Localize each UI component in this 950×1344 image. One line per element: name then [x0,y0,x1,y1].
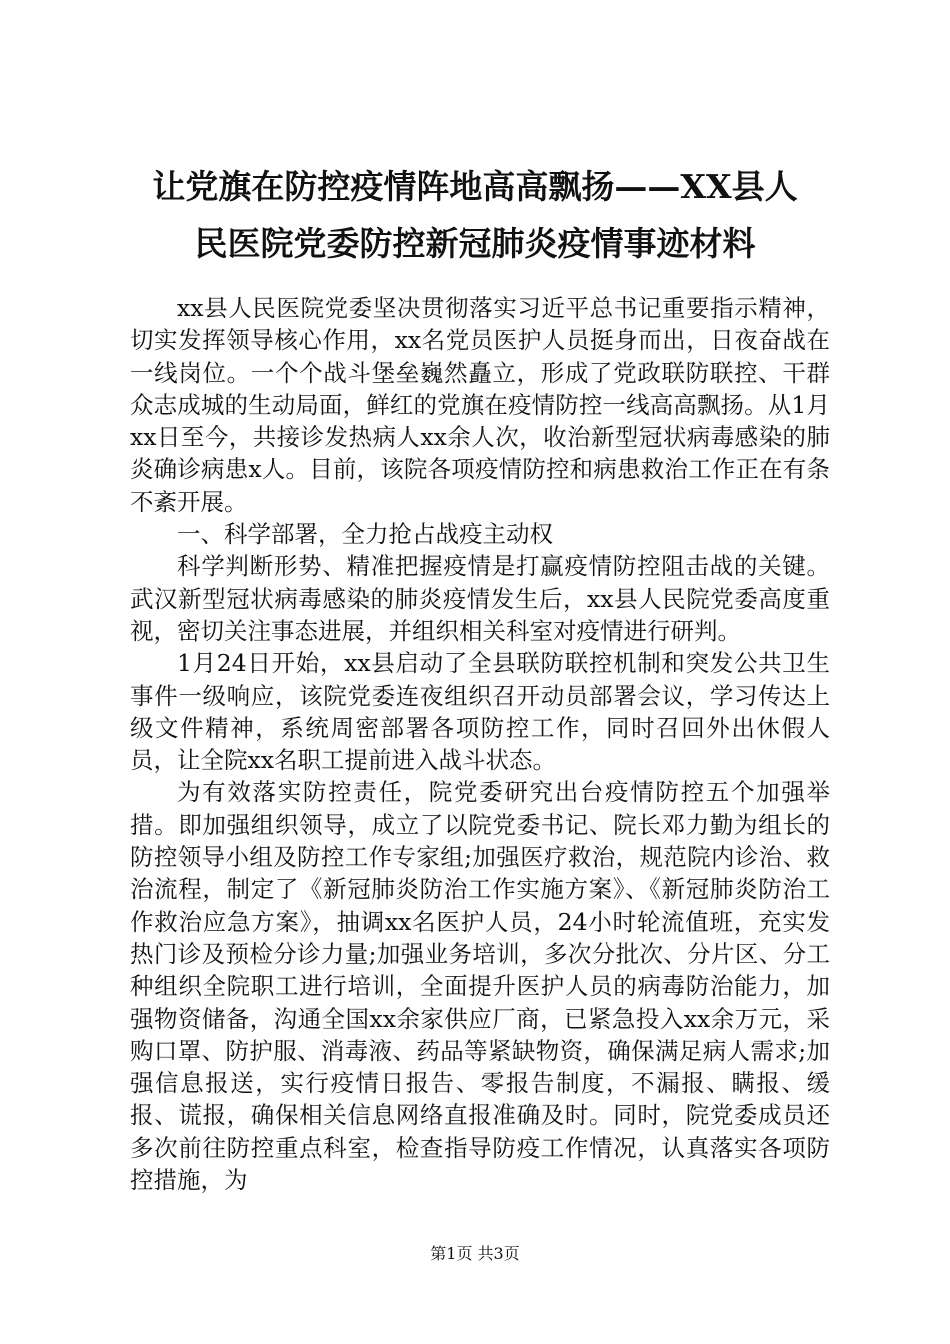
paragraph: 1月24日开始，xx县启动了全县联防联控机制和突发公共卫生事件一级响应，该院党委连夜组织召开动员部署会议，学习传达上级文件精神，系统周密部署各项防控工作，同时召回外出休假人员，让全院xx名职工提前进入战斗状态。 [130,649,830,775]
title-line-2: 民医院党委防控新冠肺炎疫情事迹材料 [194,224,756,263]
page-number: 第1页 共3页 [430,1244,520,1263]
title-line-1: 让党旗在防控疫情阵地高高飘扬——XX县人 [152,167,798,206]
paragraph: 为有效落实防控责任，院党委研究出台疫情防控五个加强举措。即加强组织领导，成立了以院党委书记、院长邓力勤为组长的防控领导小组及防控工作专家组;加强医疗救治，规范院内诊治、救治流程，制定了《新冠肺炎防治工作实施方案》、《新冠肺炎防治工作救治应急方案》，抽调xx名医护人员，24小时轮流值班，充实发热门诊及预检分诊力量;加强业务培训，多次分批次、分片区、分工种组织全院职工进行培训，全面提升医护人员的病毒防治能力，加强物资储备，沟通全国xx余家供应厂商，已紧急投入xx余万元，采购口罩、防护服、消毒液、药品等紧缺物资，确保满足病人需求;加强信息报送，实行疫情日报告、零报告制度，不漏报、瞒报、缓报、谎报，确保相关信息网络直报准确及时。同时，院党委成员还多次前往防控重点科室，检查指导防疫工作情况，认真落实各项防控措施，为 [130,778,830,1195]
paragraph-intro: xx县人民医院党委坚决贯彻落实习近平总书记重要指示精神，切实发挥领导核心作用，xx名党员医护人员挺身而出，日夜奋战在一线岗位。一个个战斗堡垒巍然矗立，形成了党政联防联控、干群众志成城的生动局面，鲜红的党旗在疫情防控一线高高飘扬。从1月xx日至今，共接诊发热病人xx余人次，收治新型冠状病毒感染的肺炎确诊病患x人。目前，该院各项疫情防控和病患救治工作正在有条不紊开展。 [130,294,830,516]
paragraph: 科学判断形势、精准把握疫情是打赢疫情防控阻击战的关键。武汉新型冠状病毒感染的肺炎疫情发生后，xx县人民院党委高度重视，密切关注事态进展，并组织相关科室对疫情进行研判。 [130,552,830,645]
document-title [120,158,830,272]
document-body [130,292,830,1196]
section-heading: 一、科学部署，全力抢占战疫主动权 [177,520,553,549]
